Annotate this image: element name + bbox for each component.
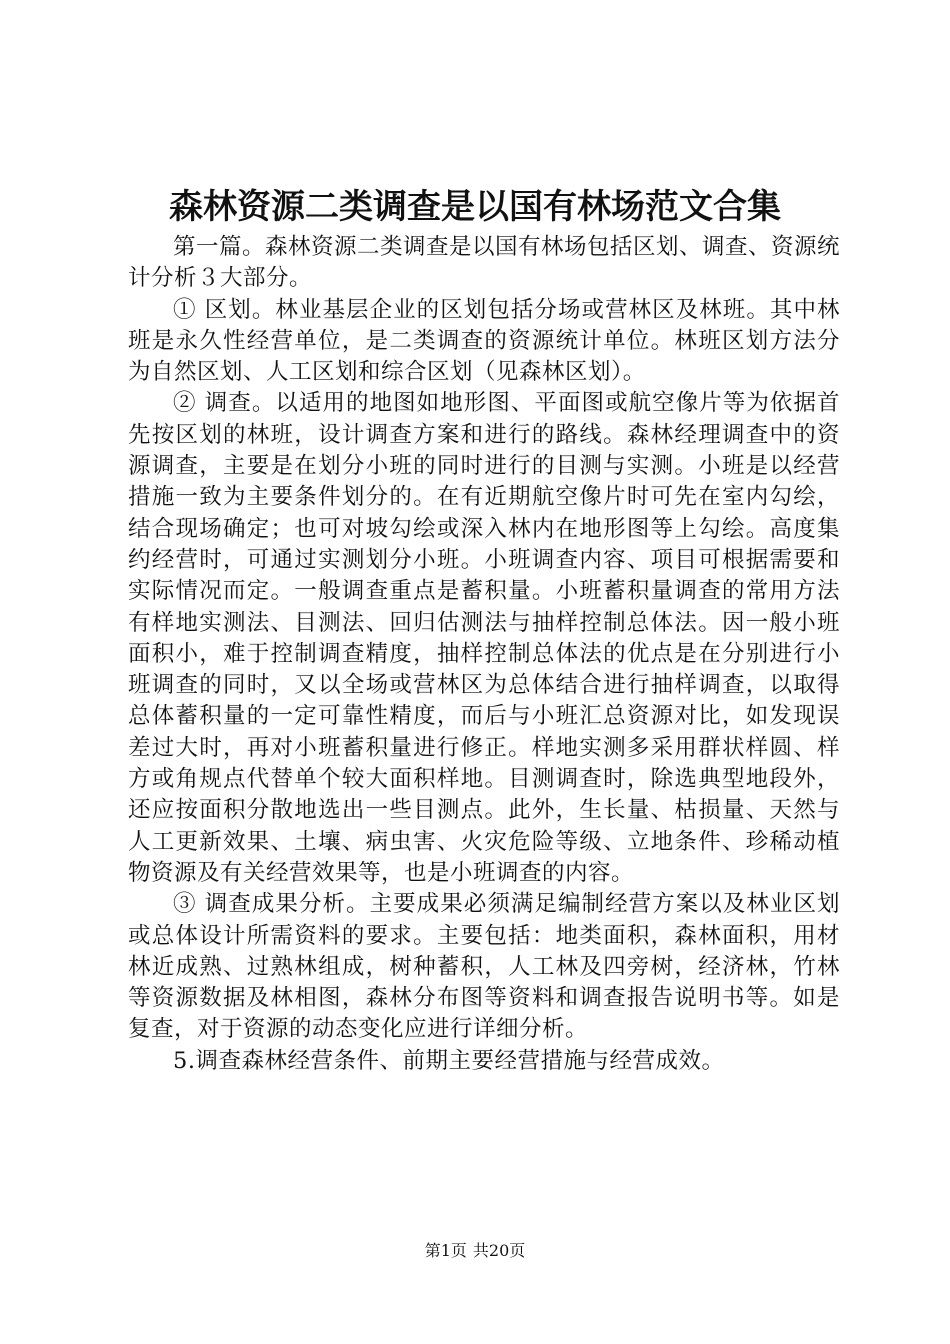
paragraph-conditions: 5.调查森林经营条件、前期主要经营措施与经营成效。 [173, 1047, 725, 1074]
page-total: 共20页 [472, 1241, 526, 1260]
paragraph-intro: 第一篇。森林资源二类调查是以国有林场包括区划、调查、资源统计分析３大部分。 [128, 234, 841, 292]
paragraph-zoning: ① 区划。林业基层企业的区划包括分场或营林区及林班。其中林班是永久性经营单位，是二类调查的资源统计单位。林班区划方法分为自然区划、人工区划和综合区划（见森林区划）。 [128, 296, 840, 386]
paragraph-analysis: ③ 调查成果分析。主要成果必须满足编制经营方案以及林业区划或总体设计所需资料的要求。主要包括：地类面积，森林面积，用材林近成熟、过熟林组成，树种蓄积，人工林及四旁树，经济林，竹林等资源数据及林相图，森林分布图等资料和调查报告说明书等。如是复查，对于资源的动态变化应进行详细分析。 [128, 891, 840, 1043]
document-title: 森林资源二类调查是以国有林场范文合集 [169, 187, 781, 227]
document-body [128, 232, 840, 1077]
page-number: 第1页 [424, 1241, 467, 1260]
page-footer [0, 1240, 950, 1262]
paragraph-survey: ② 调查。以适用的地图如地形图、平面图或航空像片等为依据首先按区划的林班，设计调查方案和进行的路线。森林经理调查中的资源调查，主要是在划分小班的同时进行的目测与实测。小班是以经营措施一致为主要条件划分的。在有近期航空像片时可先在室内勾绘，结合现场确定；也可对坡勾绘或深入林内在地形图等上勾绘。高度集约经营时，可通过实测划分小班。小班调查内容、项目可根据需要和实际情况而定。一般调查重点是蓄积量。小班蓄积量调查的常用方法有样地实测法、目测法、回归估测法与抽样控制总体法。因一般小班面积小，难于控制调查精度，抽样控制总体法的优点是在分别进行小班调查的同时，又以全场或营林区为总体结合进行抽样调查，以取得总体蓄积量的一定可靠性精度，而后与小班汇总资源对比，如发现误差过大时，再对小班蓄积量进行修正。样地实测多采用群状样圆、样方或角规点代替单个较大面积样地。目测调查时，除选典型地段外，还应按面积分散地选出一些目测点。此外，生长量、枯损量、天然与人工更新效果、土壤、病虫害、火灾危险等级、立地条件、珍稀动植物资源及有关经营效果等，也是小班调查的内容。 [128, 390, 840, 886]
